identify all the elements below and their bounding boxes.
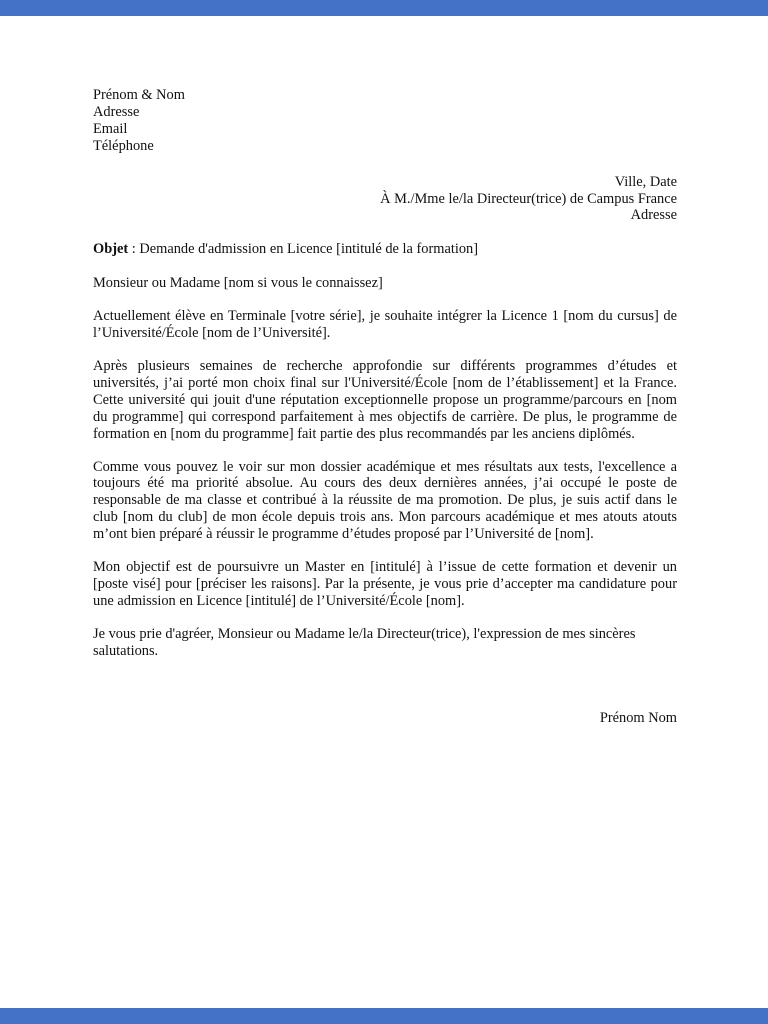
paragraph-closing: Je vous prie d'agréer, Monsieur ou Madame le/la Directeur(trice), l'expression de mes sincères salutations. (93, 625, 636, 659)
letter-page (93, 87, 677, 726)
subject-label: Objet (93, 241, 129, 258)
recipient-block (93, 174, 677, 225)
paragraph-record: Comme vous pouvez le voir sur mon dossier académique et mes résultats aux tests, l'excellence a toujours été ma priorité absolue. Au cours des deux dernières années, j’ai occupé le poste de responsable de ma classe et contribué à la réussite de ma promotion. De plus, je suis actif dans le club [nom du club] de mon école depuis trois ans. Mon parcours académique et mes atouts atouts m’ont bien préparé à réussir le programme d’études proposé par l’Université de [nom]. (93, 458, 677, 543)
recipient-address: Adresse (630, 207, 677, 224)
recipient-addressee: À M./Mme le/la Directeur(trice) de Campus France (380, 190, 677, 207)
sender-email: Email (93, 120, 128, 137)
sender-block (93, 87, 677, 155)
sender-name: Prénom & Nom (93, 87, 185, 103)
paragraph-intro: Actuellement élève en Terminale [votre série], je souhaite intégrer la Licence 1 [nom du cursus] de l’Université/École [nom de l’Université]. (93, 308, 677, 342)
paragraph-goal: Mon objectif est de poursuivre un Master en [intitulé] à l’issue de cette formation et devenir un [poste visé] pour [préciser les raisons]. Par la présente, je vous prie d’accepter ma candidature pour une admission en Licence [intitulé] de l’Université/École [nom]. (93, 559, 677, 609)
sender-address: Adresse (93, 103, 140, 120)
place-date: Ville, Date (614, 173, 677, 190)
salutation: Monsieur ou Madame [nom si vous le connaissez] (93, 275, 383, 292)
sender-phone: Téléphone (93, 137, 154, 154)
signature: Prénom Nom (599, 709, 677, 726)
subject-line (93, 241, 677, 258)
top-accent-band (0, 0, 768, 16)
paragraph-choice: Après plusieurs semaines de recherche approfondie sur différents programmes d’études et universités, j’ai porté mon choix final sur l'Université/École [nom de l’établissement] et la France. Cette université qui jouit d'une réputation exceptionnelle propose un programme/parcours en [nom du programme] qui correspond parfaitement à mes objectifs de carrière. De plus, le programme de formation en [nom du programme] fait partie des plus recommandés par les anciens diplômés. (93, 357, 677, 442)
subject-text: : Demande d'admission en Licence [intitulé de la formation] (128, 241, 479, 258)
bottom-accent-band (0, 1008, 768, 1024)
